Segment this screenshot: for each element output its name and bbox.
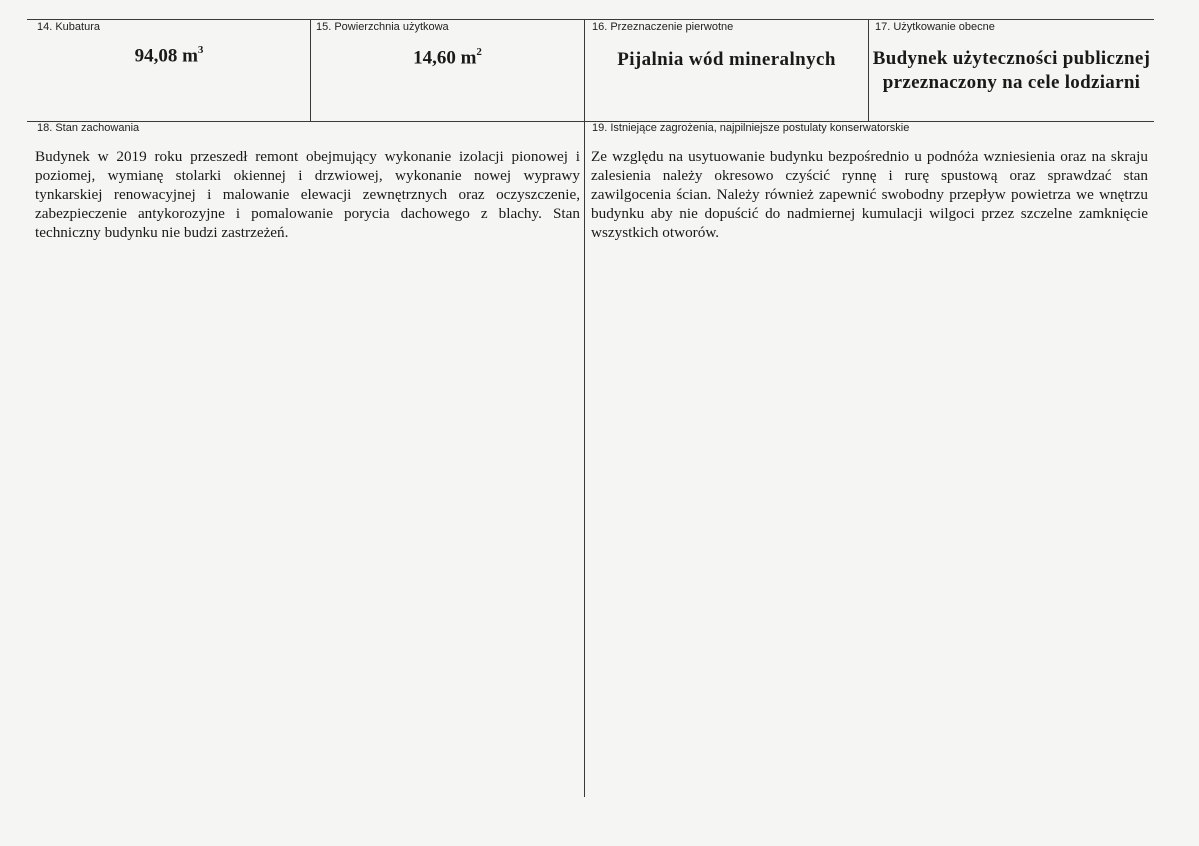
przeznaczenie-label: 16. Przeznaczenie pierwotne xyxy=(592,21,734,33)
uzytkowanie-value xyxy=(869,47,1154,95)
col-divider-2 xyxy=(584,19,585,797)
uzytkowanie-line-1: Budynek użyteczności publicznej xyxy=(872,48,1151,69)
powierzchnia-label: 15. Powierzchnia użytkowa xyxy=(316,21,449,33)
kubatura-exponent: 3 xyxy=(197,44,204,56)
col-divider-1 xyxy=(310,19,311,121)
powierzchnia-value xyxy=(311,47,584,69)
kubatura-number: 94,08 m xyxy=(134,45,198,67)
kubatura-value xyxy=(28,45,310,67)
uzytkowanie-line-2: przeznaczony na cele lodziarni xyxy=(882,72,1141,93)
powierzchnia-number: 14,60 m xyxy=(413,47,477,69)
zagrozenia-label: 19. Istniejące zagrożenia, najpilniejsze postulaty konserwatorskie xyxy=(592,122,910,134)
powierzchnia-exponent: 2 xyxy=(476,46,482,58)
stan-zachowania-label: 18. Stan zachowania xyxy=(37,122,140,134)
przeznaczenie-value: Pijalnia wód mineralnych xyxy=(617,49,836,70)
kubatura-label: 14. Kubatura xyxy=(37,21,100,33)
top-border xyxy=(27,19,1154,20)
uzytkowanie-label: 17. Użytkowanie obecne xyxy=(875,21,995,33)
stan-zachowania-text: Budynek w 2019 roku przeszedł remont obejmujący wykonanie izolacji pionowej i poziomej, wymianę stolarki okiennej i drzwiowej, wykonanie nowej wyprawy tynkarskiej renowacyjnej i malowanie elewacji zewnętrznych oraz oczyszczenie, zabezpieczenie antykorozyjne i pomalowanie porycia dachowego z blachy. Stan techniczny budynku nie budzi zastrzeżeń. xyxy=(35,148,580,241)
row-divider xyxy=(27,121,1154,122)
zagrozenia-text: Ze względu na usytuowanie budynku bezpośrednio u podnóża wzniesienia oraz na skraju zalesienia należy okresowo czyścić rynnę i rurę spustową oraz sprawdzać stan zawilgocenia ścian. Należy również zapewnić swobodny przepływ powietrza we wnętrzu budynku aby nie dopuścić do nadmiernej kumulacji wilgoci przez szczelne zamknięcie wszystkich otworów. xyxy=(591,148,1148,241)
